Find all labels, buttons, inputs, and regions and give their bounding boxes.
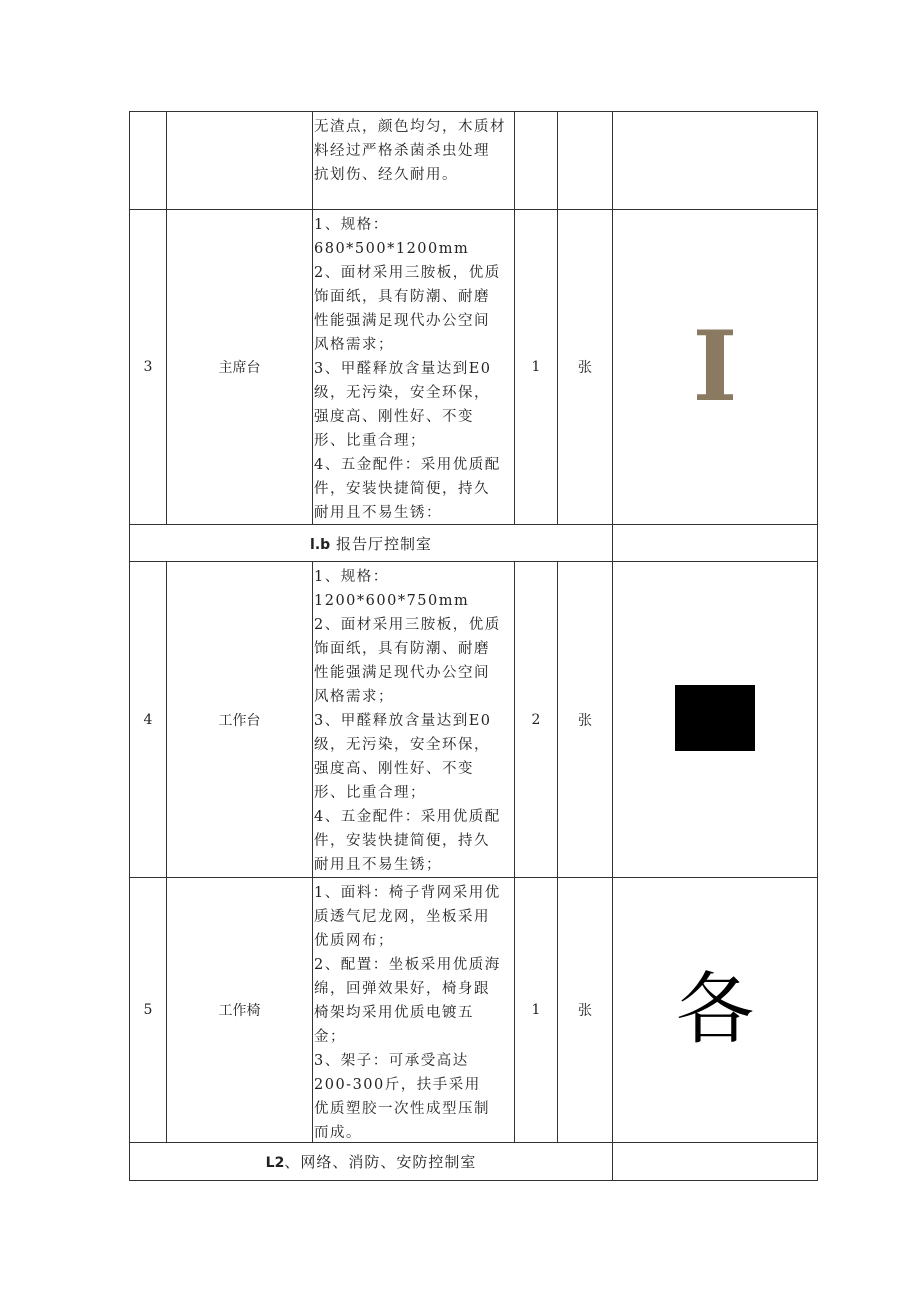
section-empty-cell <box>613 1143 818 1181</box>
section-title: 报告厅控制室 <box>335 534 432 553</box>
item-image-fragment: I <box>692 310 738 423</box>
item-number: 3 <box>130 210 167 525</box>
item-number <box>130 112 167 210</box>
section-row <box>130 1143 818 1181</box>
item-quantity: 1 <box>515 878 558 1143</box>
item-image-cell <box>613 210 818 525</box>
item-description-cell <box>313 878 515 1143</box>
item-description-cell <box>313 112 515 210</box>
section-code: l.b <box>310 536 331 553</box>
item-image-cell <box>613 112 818 210</box>
item-image-cell <box>613 878 818 1143</box>
item-description: 无渣点，颜色均匀，木质材 料经过严格杀菌杀虫处理 抗划伤、经久耐用。 <box>314 118 506 183</box>
item-image-placeholder <box>675 685 755 751</box>
item-description: 1、规格： 680*500*1200mm 2、面材采用三胺板，优质 饰面纸，具有防潮、耐磨 性能强满足现代办公空间 风格需求； 3、甲醛释放含量达到E0 级，无污染，安全环保， 强度高、刚性好、不变 形、比重合理； 4、五金配件：采用优质配 件，安装快捷简便，持久 耐用且不易生锈： <box>314 217 501 521</box>
item-name: 主席台 <box>167 210 313 525</box>
item-number: 5 <box>130 878 167 1143</box>
section-code: L2 <box>265 1155 285 1171</box>
table-row <box>130 878 818 1143</box>
item-unit: 张 <box>558 210 613 525</box>
section-empty-cell <box>613 525 818 562</box>
item-image-fragment: 各 <box>675 965 754 1055</box>
item-description-cell <box>313 562 515 878</box>
table-row <box>130 112 818 210</box>
section-heading <box>130 525 613 562</box>
item-name: 工作台 <box>167 562 313 878</box>
item-name: 工作椅 <box>167 878 313 1143</box>
item-description-cell <box>313 210 515 525</box>
section-row <box>130 525 818 562</box>
item-quantity: 2 <box>515 562 558 878</box>
item-description: 1、面料：椅子背网采用优 质透气尼龙网，坐板采用 优质网布； 2、配置：坐板采用优质海 绵，回弹效果好，椅身跟 椅架均采用优质电镀五 金； 3、架子：可承受高达 200-300斤，扶手采用 优质塑胶一次性成型压制 而成。 <box>314 884 501 1141</box>
item-unit: 张 <box>558 562 613 878</box>
item-name <box>167 112 313 210</box>
item-quantity: 1 <box>515 210 558 525</box>
item-number: 4 <box>130 562 167 878</box>
item-description: 1、规格： 1200*600*750mm 2、面材采用三胺板，优质 饰面纸，具有防潮、耐磨 性能强满足现代办公空间 风格需求； 3、甲醛释放含量达到E0 级，无污染，安全环保， 强度高、刚性好、不变 形、比重合理； 4、五金配件：采用优质配 件，安装快捷简便，持久 耐用且不易生锈； <box>314 568 501 873</box>
item-image-cell <box>613 562 818 878</box>
table-row <box>130 562 818 878</box>
section-title: 、网络、消防、安防控制室 <box>284 1153 477 1171</box>
section-heading <box>130 1143 613 1181</box>
item-unit <box>558 112 613 210</box>
furniture-spec-table <box>129 111 818 1181</box>
item-unit: 张 <box>558 878 613 1143</box>
table-row <box>130 210 818 525</box>
item-quantity <box>515 112 558 210</box>
